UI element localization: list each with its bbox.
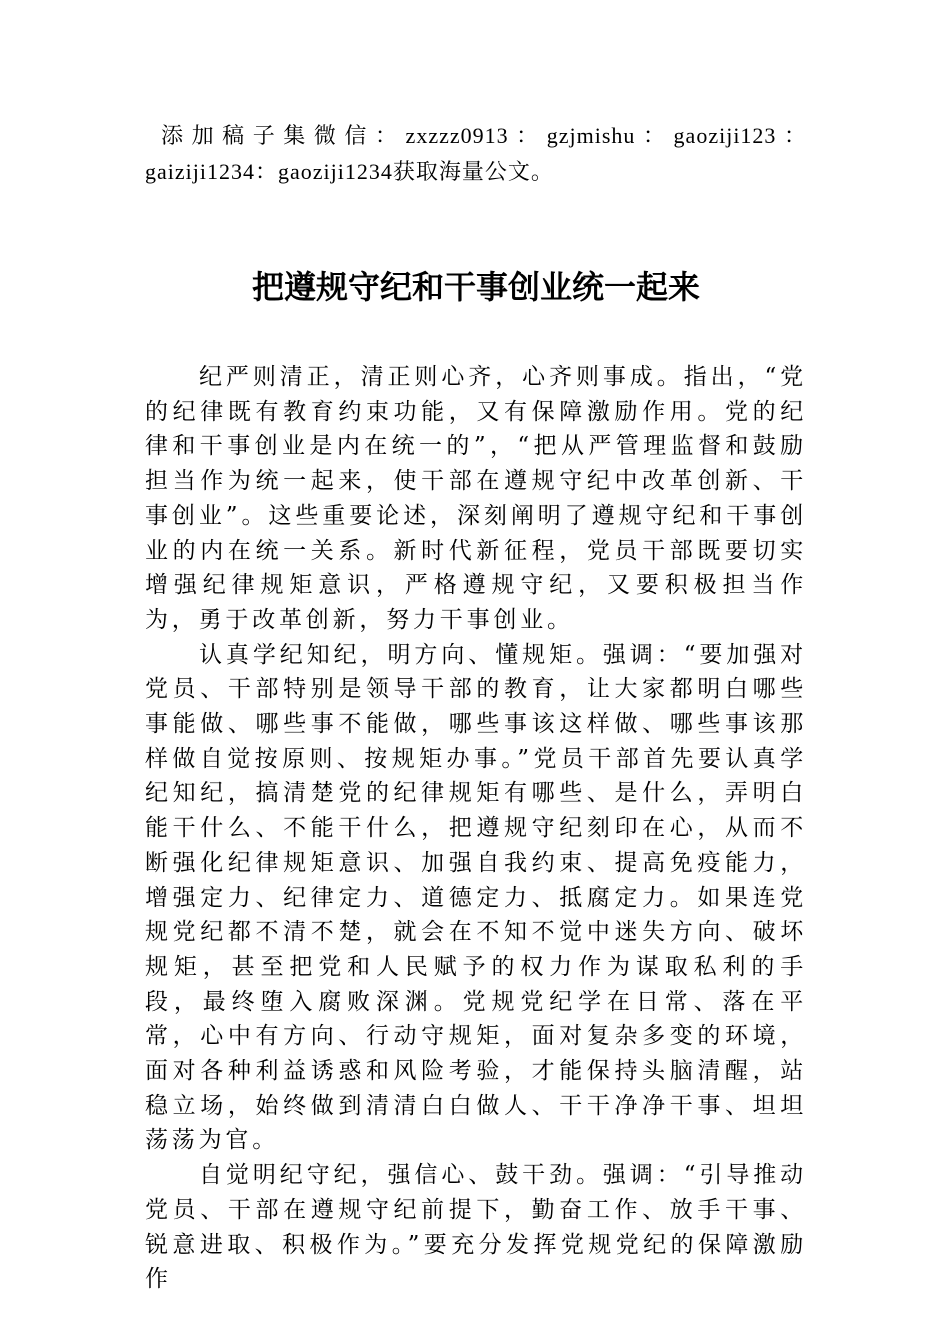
header-note: 添加稿子集微信：zxzzz0913：gzjmishu：gaoziji123：gaiziji1234：gaoziji1234获取海量公文。	[145, 123, 807, 184]
paragraph: 认真学纪知纪，明方向、懂规矩。强调：“要加强对党员、干部特别是领导干部的教育，让大家都明白哪些事能做、哪些事不能做，哪些事该这样做、哪些事该那样做自觉按原则、按规矩办事。”党员干部首先要认真学纪知纪，搞清楚党的纪律规矩有哪些、是什么，弄明白能干什么、不能干什么，把遵规守纪刻印在心，从而不断强化纪律规矩意识、加强自我约束、提高免疫能力，增强定力、纪律定力、道德定力、抵腐定力。如果连党规党纪都不清不楚，就会在不知不觉中迷失方向、破坏规矩，甚至把党和人民赋予的权力作为谋取私利的手段，最终堕入腐败深渊。党规党纪学在日常、落在平常，心中有方向、行动守规矩，面对复杂多变的环境，面对各种利益诱惑和风险考验，才能保持头脑清醒，站稳立场，始终做到清清白白做人、干干净净干事、坦坦荡荡为官。	[145, 641, 807, 1154]
document-title: 把遵规守纪和干事创业统一起来	[251, 268, 700, 306]
paragraph: 自觉明纪守纪，强信心、鼓干劲。强调：“引导推动党员、干部在遵规守纪前提下，勤奋工作、放手干事、锐意进取、积极作为。”要充分发挥党规党纪的保障激励作	[145, 1162, 807, 1293]
paragraph: 纪严则清正，清正则心齐，心齐则事成。指出，“党的纪律既有教育约束功能，又有保障激励作用。党的纪律和干事创业是内在统一的”，“把从严管理监督和鼓励担当作为统一起来，使干部在遵规守纪中改革创新、干事创业”。这些重要论述，深刻阐明了遵规守纪和干事创业的内在统一关系。新时代新征程，党员干部既要切实增强纪律规矩意识，严格遵规守纪，又要积极担当作为，勇于改革创新，努力干事创业。	[145, 364, 807, 633]
document-body	[145, 360, 807, 1297]
